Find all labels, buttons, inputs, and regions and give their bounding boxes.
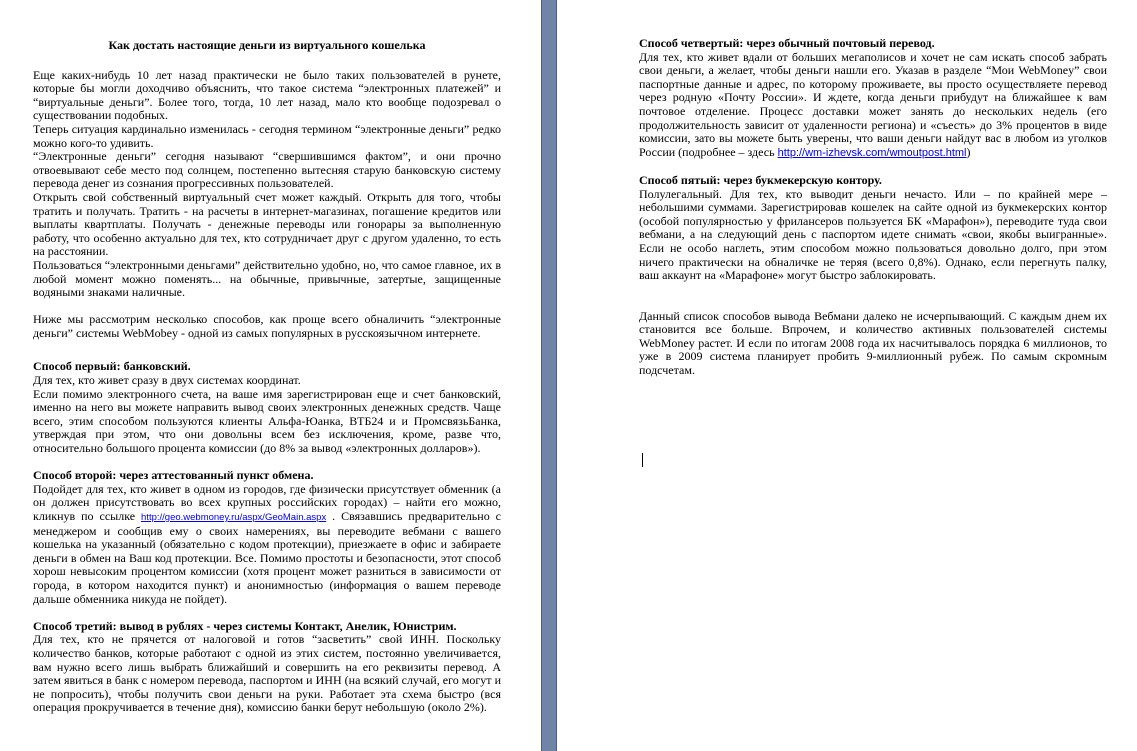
section-1-heading: Способ первый: банковский. xyxy=(33,359,191,374)
closing-paragraph: Данный список способов вывода Вебмани далеко не исчерпывающий. С каждым днем их становится все больше. Впрочем, и количество активных пользователей системы WebMoney растет. И если по итогам 2008 года их насчитывалось порядка 6 миллионов, то уже в 2009 система планирует пробить 9-миллионный рубеж. По самым скромным подсчетам. xyxy=(639,308,1107,378)
section-3-heading: Способ третий: вывод в рублях - через системы Контакт, Анелик, Юнистрим. xyxy=(33,618,457,633)
intro-paragraph-5: Пользоваться “электронными деньгами” действительно удобно, но, что самое главное, их в любой момент можно поменять... на обычные, привычные, затертые, защищенные водяными знаками наличные. xyxy=(33,257,501,300)
wm-izhevsk-link[interactable]: http://wm-izhevsk.com/wmoutpost.html xyxy=(777,146,967,159)
section-2-heading: Способ второй: через аттестованный пункт обмена. xyxy=(33,468,314,483)
section-3-paragraph: Для тех, кто не прячется от налоговой и готов “засветить” свой ИНН. Поскольку количество банков, которые работают с одной из этих систем, постоянно увеличивается, вам нужно всего лишь выбрать ближайший и совершить на его реквизиты перевод. А затем явиться в банк с номером перевода, паспортом и ИНН (на всякий случай, его могут и не попросить), чтобы получить свои деньги на руки. Работает эта схема быстро (вся операция прокручивается в течение дня), комиссию банки берут небольшую (около 2%). xyxy=(33,632,501,715)
section-4-text-before-link: Для тех, кто живет вдали от больших мегаполисов и хочет не сам искать способ забрать свои деньги, а желает, чтобы деньги нашли его. Указав в разделе “Мои WebMoney” свои паспортные данные и адрес, по которому проживаете, вы просто осуществляете перевод через родную «Почту России». И ждете, когда деньги прибудут на ближайшее к вам почтовое отделение. Процесс доставки может занять до нескольких недель (его продолжительность зависит от удаленности региона) и «съесть» до 3% процентов в виде комиссии, зато вы можете быть уверены, что ваши деньги найдут вас в любом из уголков России (подробнее – здесь xyxy=(639,49,1107,159)
section-1-paragraph-1: Для тех, кто живет сразу в двух системах координат. xyxy=(33,373,301,388)
blank-line xyxy=(33,606,501,620)
page-gap-divider xyxy=(541,0,557,751)
blank-line xyxy=(33,300,501,314)
intro-paragraph-3: “Электронные деньги” сегодня называют “свершившимся фактом”, и они прочно отвоевывают себе место под солнцем, постепенно вытесняя старую банковскую систему перевода денег из сознания прогрессивных пользователей. xyxy=(33,149,501,191)
geo-webmoney-link[interactable]: http://geo.webmoney.ru/aspx/GeoMain.aspx xyxy=(141,512,327,523)
section-4-text-after-link: ) xyxy=(966,144,971,159)
section-1-paragraph-2: Если помимо электронного счета, на ваше имя зарегистрирован еще и счет банковский, именно на него вы можете направить вывод своих электронных денежных средств. Чаще всего, этим способом пользуются клиенты Альфа-Юанка, ВТБ24 и и ПромсвязьБанка, утверждая при этом, что они довольны всем без исключения, кроме, разве что, относительно большого процента комиссии (до 8% за вывод «электронных долларов»). xyxy=(33,386,501,456)
section-5-heading: Способ пятый: через букмекерскую контору. xyxy=(639,172,882,187)
blank-line xyxy=(33,340,501,360)
article-title: Как достать настоящие деньги из виртуального кошелька xyxy=(108,38,426,52)
intro-paragraph-1: Еще каких-нибудь 10 лет назад практически не было таких пользователей в рунете, которые бы могли доходчиво объяснить, что такое система “электронных платежей” и “виртуальные деньги”. Более того, тогда, 10 лет назад, мало кто вообще подозревал о существовании подобных. xyxy=(33,67,501,123)
section-2-paragraph xyxy=(33,483,501,606)
section-4-heading: Способ четвертый: через обычный почтовый перевод. xyxy=(639,36,935,50)
blank-line xyxy=(33,456,501,470)
section-2-text-after-link: . Связавшись предварительно с менеджером и сообщив ему о своих намерениях, вы переводите вебмани с вашего кошелька на указанный (обязательно с кодом протекции), приезжаете в офис и забираете деньги в обмен на Ваш код протекции. Все. Помимо простоты и безопасности, этот способ хорош невысоким процентом комиссии (хотя процент может разниться в зависимости от города, в котором находится пункт) и анонимностью (информация о вашем переводе дальше обменника никуда не пойдет). xyxy=(33,509,501,606)
blank-line xyxy=(639,283,1107,310)
intro-paragraph-4: Открыть свой собственный виртуальный счет может каждый. Открыть для того, чтобы тратить и получать. Тратить - на расчеты в интернет-магазинах, погашение кредитов или выплаты квартплаты. Получать - денежные переводы или гонорары за выполненную работу, что особенно актуально для тех, кто сотрудничает друг с другом удаленно, то есть на расстоянии. xyxy=(33,189,501,259)
intro-paragraph-6: Ниже мы рассмотрим несколько способов, как проще всего обналичить “электронные деньги” системы WebMobey - одной из самых популярных в русскоязычном интернете. xyxy=(33,312,501,340)
document-page-right[interactable] xyxy=(557,0,1137,751)
text-cursor xyxy=(642,453,643,467)
document-page-left[interactable] xyxy=(0,0,541,751)
section-5-paragraph: Полулегальный. Для тех, кто выводит деньги нечасто. Или – по крайней мере – небольшими суммами. Зарегистрировав кошелек на сайте одной из букмекерских контор (особой популярностью у фрилансеров пользуется БК «Марафон»), переводите туда свои вебмани, а на следующий день с паспортом идете снимать «свои, якобы выигранные». Если не особо наглеть, этим способом можно пользоваться довольно долго, при этом ничего практически на обналичке не теряя (всего 0,8%). Однако, если перегнуть палку, ваш аккаунт на «Марафоне» могут быстро заблокировать. xyxy=(639,186,1107,283)
page-right-content[interactable] xyxy=(639,37,1107,378)
blank-line xyxy=(639,160,1107,174)
intro-paragraph-2: Теперь ситуация кардинально изменилась - сегодня термином “электронные деньги” редко можно кого-то удивить. xyxy=(33,121,501,150)
section-2-text-before-link: Подойдет для тех, кто живет в одном из городов, где физически присутствует обменник (а он должен присутствовать во всех крупных российских городах) – найти его можно, кликнув по ссылке xyxy=(33,481,501,523)
page-left-content[interactable] xyxy=(33,37,501,715)
section-4-paragraph xyxy=(639,51,1107,161)
